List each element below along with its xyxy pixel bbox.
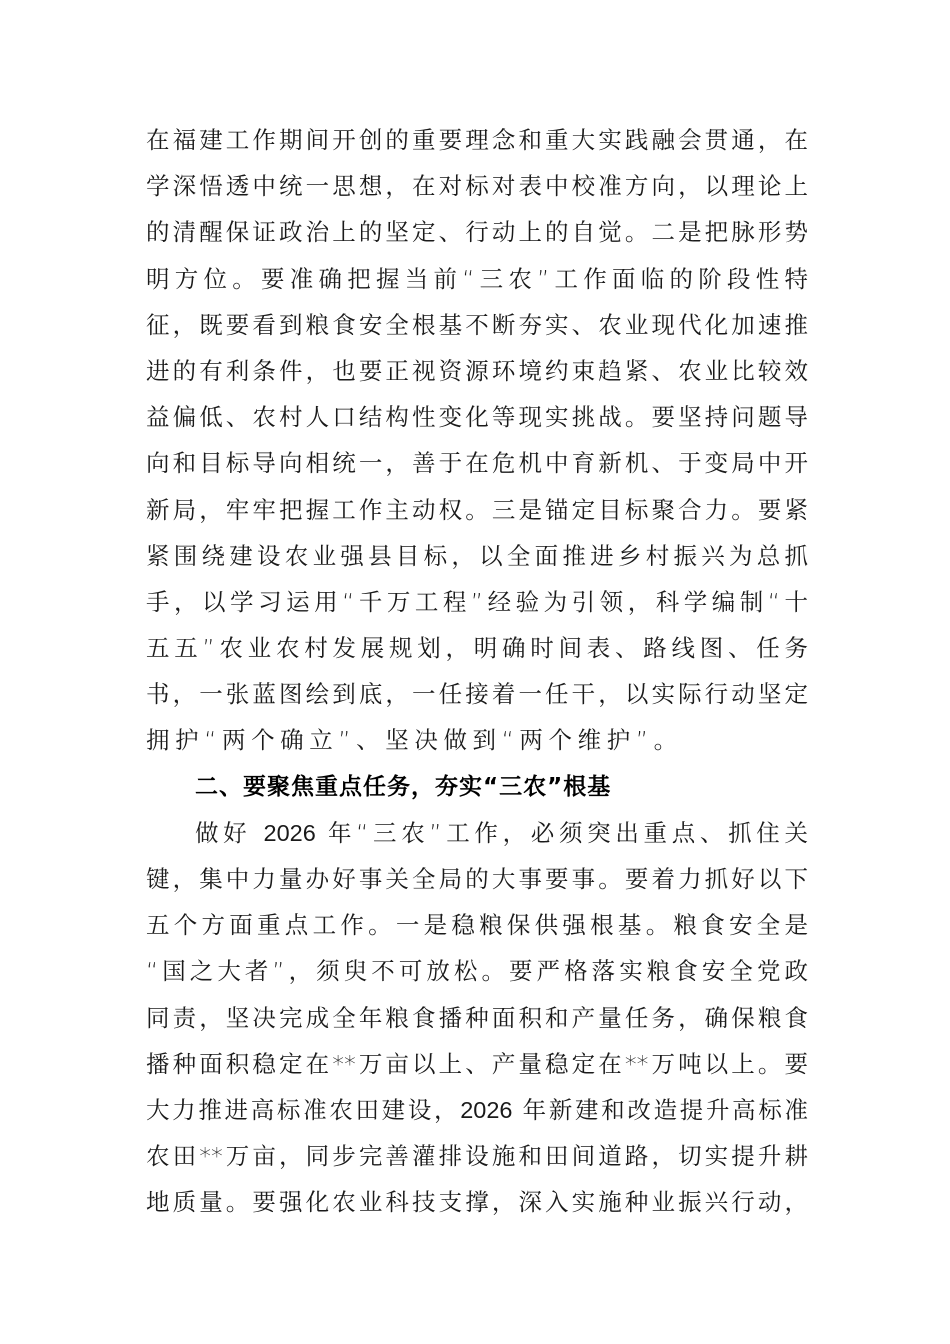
text-line: 在福建工作期间开创的重要理念和重大实践融会贯通，在 — [146, 126, 808, 154]
text-line: 新局，牢牢把握工作主动权。三是锚定目标聚合力。要紧 — [146, 495, 808, 524]
text-line: 拥护“两个确立”、坚决做到“两个维护”。 — [146, 726, 683, 755]
text-line: 手，以学习运用“千万工程”经验为引领，科学编制“十 — [146, 587, 808, 616]
document-page — [146, 121, 808, 1230]
text-line: 五个方面重点工作。一是稳粮保供强根基。粮食安全是 — [146, 911, 808, 940]
text-line: 紧围绕建设农业强县目标，以全面推进乡村振兴为总抓 — [146, 541, 808, 570]
text-line: 明方位。要准确把握当前“三农”工作面临的阶段性特 — [146, 264, 808, 293]
paragraph-1 — [146, 121, 808, 768]
text-line — [146, 1091, 808, 1137]
text-line: 的清醒保证政治上的坚定、行动上的自觉。二是把脉形势 — [146, 218, 808, 247]
text-line: 书，一张蓝图绘到底，一任接着一任干，以实际行动坚定 — [146, 680, 808, 709]
text-segment: 大力推进高标准农田建设， — [146, 1095, 461, 1124]
text-line: 进的有利条件，也要正视资源环境约束趋紧、农业比较效 — [146, 356, 808, 385]
text-line: “国之大者”，须臾不可放松。要严格落实粮食安全党政 — [146, 957, 808, 986]
text-segment: 做好 — [195, 818, 252, 847]
text-line: 征，既要看到粮食安全根基不断夯实、农业现代化加速推 — [146, 310, 808, 339]
text-line: 学深悟透中统一思想，在对标对表中校准方向，以理论上 — [146, 172, 808, 201]
text-line: 五五”农业农村发展规划，明确时间表、路线图、任务 — [146, 634, 808, 663]
section-heading: 二、要聚焦重点任务，夯实“三农”根基 — [195, 773, 612, 800]
year-number: 2026 — [263, 819, 316, 846]
text-line: 地质量。要强化农业科技支撑，深入实施种业振兴行动， — [146, 1188, 808, 1217]
text-line — [146, 814, 808, 860]
text-segment: 年新建和改造提升高标准 — [522, 1095, 808, 1124]
text-segment: 年“三农”工作，必须突出重点、抓住关 — [327, 818, 808, 847]
text-line: 同责，坚决完成全年粮食播种面积和产量任务，确保粮食 — [146, 1003, 808, 1032]
year-number: 2026 — [460, 1096, 513, 1123]
text-line: 键，集中力量办好事关全局的大事要事。要着力抓好以下 — [146, 865, 808, 893]
text-line: 农田**万亩，同步完善灌排设施和田间道路，切实提升耕 — [146, 1142, 808, 1171]
text-line: 益偏低、农村人口结构性变化等现实挑战。要坚持问题导 — [146, 403, 808, 432]
paragraph-2 — [146, 814, 808, 1230]
text-line: 播种面积稳定在**万亩以上、产量稳定在**万吨以上。要 — [146, 1049, 808, 1078]
text-line: 向和目标导向相统一，善于在危机中育新机、于变局中开 — [146, 449, 808, 478]
